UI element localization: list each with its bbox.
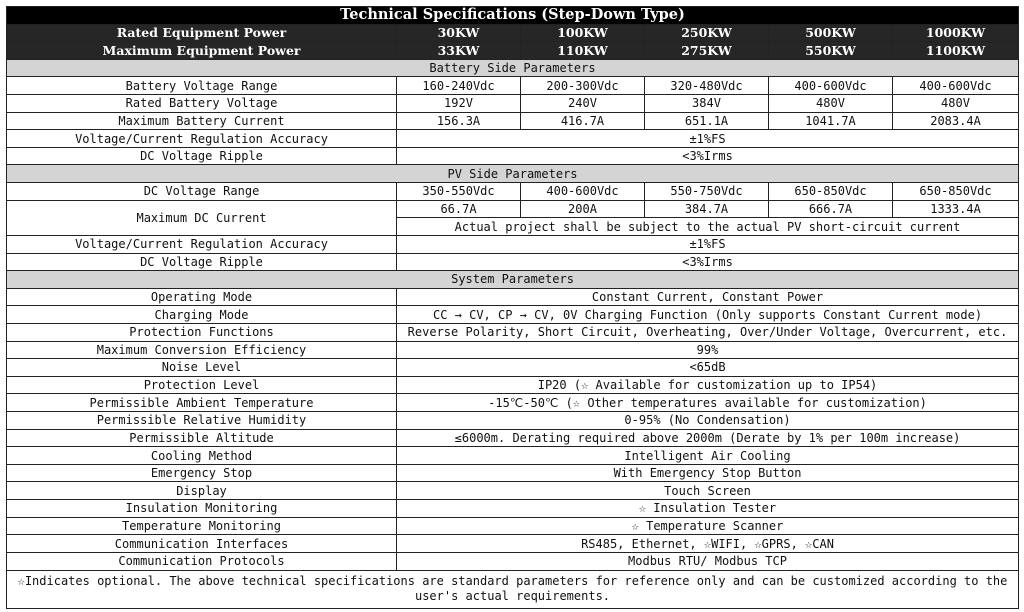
row-value: -15℃-50℃ (☆ Other temperatures available for customization)	[397, 394, 1019, 412]
table-title: Technical Specifications (Step-Down Type)	[7, 7, 1019, 25]
power-value: 110KW	[521, 42, 645, 60]
power-value: 30KW	[397, 24, 521, 42]
table-row	[7, 200, 1019, 218]
row-value: 1333.4A	[893, 200, 1019, 218]
row-value: 400-600Vdc	[521, 183, 645, 201]
section-header-row	[7, 165, 1019, 183]
table-row	[7, 341, 1019, 359]
row-label: Maximum Conversion Efficiency	[7, 341, 397, 359]
row-label: Voltage/Current Regulation Accuracy	[7, 130, 397, 148]
row-value: RS485, Ethernet, ☆WIFI, ☆GPRS, ☆CAN	[397, 535, 1019, 553]
row-label: Battery Voltage Range	[7, 77, 397, 95]
row-value: Reverse Polarity, Short Circuit, Overheating, Over/Under Voltage, Overcurrent, etc.	[397, 323, 1019, 341]
table-row	[7, 235, 1019, 253]
title-row	[7, 7, 1019, 25]
table-row	[7, 482, 1019, 500]
row-value: 320-480Vdc	[645, 77, 769, 95]
row-value: ±1%FS	[397, 235, 1019, 253]
power-value: 275KW	[645, 42, 769, 60]
row-value: <3%Irms	[397, 253, 1019, 271]
row-label: Operating Mode	[7, 288, 397, 306]
table-row	[7, 552, 1019, 570]
row-value: 156.3A	[397, 112, 521, 130]
row-value: 480V	[893, 95, 1019, 113]
row-value: 200A	[521, 200, 645, 218]
table-row	[7, 323, 1019, 341]
row-label: Maximum Battery Current	[7, 112, 397, 130]
row-label: Noise Level	[7, 359, 397, 377]
section-title: PV Side Parameters	[7, 165, 1019, 183]
table-row	[7, 429, 1019, 447]
section-header-row	[7, 59, 1019, 77]
row-value: ≤6000m. Derating required above 2000m (Derate by 1% per 100m increase)	[397, 429, 1019, 447]
row-value: 384.7A	[645, 200, 769, 218]
row-value: 99%	[397, 341, 1019, 359]
table-row	[7, 95, 1019, 113]
row-value: <3%Irms	[397, 147, 1019, 165]
table-row	[7, 112, 1019, 130]
row-value: ±1%FS	[397, 130, 1019, 148]
row-value: CC → CV, CP → CV, 0V Charging Function (Only supports Constant Current mode)	[397, 306, 1019, 324]
row-label: Rated Battery Voltage	[7, 95, 397, 113]
power-value: 1000KW	[893, 24, 1019, 42]
table-row	[7, 253, 1019, 271]
row-value: Modbus RTU/ Modbus TCP	[397, 552, 1019, 570]
row-label: Voltage/Current Regulation Accuracy	[7, 235, 397, 253]
row-label: Maximum DC Current	[7, 200, 397, 235]
power-value: 33KW	[397, 42, 521, 60]
row-value: 416.7A	[521, 112, 645, 130]
table-row	[7, 147, 1019, 165]
table-row	[7, 288, 1019, 306]
section-header-row	[7, 271, 1019, 289]
row-label: Display	[7, 482, 397, 500]
power-value: 1100KW	[893, 42, 1019, 60]
table-row	[7, 130, 1019, 148]
row-label: Communication Protocols	[7, 552, 397, 570]
row-value: 1041.7A	[769, 112, 893, 130]
row-value: Constant Current, Constant Power	[397, 288, 1019, 306]
table-row	[7, 412, 1019, 430]
row-value: 400-600Vdc	[893, 77, 1019, 95]
row-value: 192V	[397, 95, 521, 113]
power-header-row	[7, 24, 1019, 42]
table-row	[7, 77, 1019, 95]
row-value: 160-240Vdc	[397, 77, 521, 95]
table-row	[7, 464, 1019, 482]
row-value: ☆ Temperature Scanner	[397, 517, 1019, 535]
row-label: Rated Equipment Power	[7, 24, 397, 42]
power-value: 500KW	[769, 24, 893, 42]
power-value: 250KW	[645, 24, 769, 42]
footnote-row	[7, 570, 1019, 609]
table-row	[7, 447, 1019, 465]
row-value: 480V	[769, 95, 893, 113]
row-value: 400-600Vdc	[769, 77, 893, 95]
row-value: 66.7A	[397, 200, 521, 218]
row-label: Temperature Monitoring	[7, 517, 397, 535]
row-value: 2083.4A	[893, 112, 1019, 130]
spec-table	[6, 6, 1019, 609]
row-value: 650-850Vdc	[769, 183, 893, 201]
section-title: Battery Side Parameters	[7, 59, 1019, 77]
row-value: With Emergency Stop Button	[397, 464, 1019, 482]
row-label: DC Voltage Ripple	[7, 253, 397, 271]
table-row	[7, 376, 1019, 394]
row-label: Emergency Stop	[7, 464, 397, 482]
row-value: Intelligent Air Cooling	[397, 447, 1019, 465]
row-label: Permissible Relative Humidity	[7, 412, 397, 430]
row-value: IP20 (☆ Available for customization up to IP54)	[397, 376, 1019, 394]
row-label: Insulation Monitoring	[7, 500, 397, 518]
row-value: <65dB	[397, 359, 1019, 377]
row-label: DC Voltage Ripple	[7, 147, 397, 165]
power-header-row	[7, 42, 1019, 60]
row-value: 550-750Vdc	[645, 183, 769, 201]
table-row	[7, 500, 1019, 518]
row-label: Communication Interfaces	[7, 535, 397, 553]
spec-table-body	[7, 7, 1019, 609]
table-row	[7, 183, 1019, 201]
row-value: 200-300Vdc	[521, 77, 645, 95]
table-row	[7, 306, 1019, 324]
section-title: System Parameters	[7, 271, 1019, 289]
table-row	[7, 359, 1019, 377]
row-label: Permissible Ambient Temperature	[7, 394, 397, 412]
row-value: 350-550Vdc	[397, 183, 521, 201]
row-value: ☆ Insulation Tester	[397, 500, 1019, 518]
row-label: DC Voltage Range	[7, 183, 397, 201]
row-label: Permissible Altitude	[7, 429, 397, 447]
table-row	[7, 517, 1019, 535]
row-value: 666.7A	[769, 200, 893, 218]
power-value: 550KW	[769, 42, 893, 60]
row-label: Charging Mode	[7, 306, 397, 324]
row-value: Touch Screen	[397, 482, 1019, 500]
table-row	[7, 394, 1019, 412]
row-note: Actual project shall be subject to the actual PV short-circuit current	[397, 218, 1019, 236]
power-value: 100KW	[521, 24, 645, 42]
row-value: 651.1A	[645, 112, 769, 130]
row-value: 650-850Vdc	[893, 183, 1019, 201]
row-label: Cooling Method	[7, 447, 397, 465]
row-label: Protection Functions	[7, 323, 397, 341]
row-label: Protection Level	[7, 376, 397, 394]
row-label: Maximum Equipment Power	[7, 42, 397, 60]
footnote: ☆Indicates optional. The above technical specifications are standard parameters for reference only and can be customized according to the user's actual requirements.	[7, 570, 1019, 609]
table-row	[7, 535, 1019, 553]
row-value: 0-95% (No Condensation)	[397, 412, 1019, 430]
row-value: 240V	[521, 95, 645, 113]
row-value: 384V	[645, 95, 769, 113]
